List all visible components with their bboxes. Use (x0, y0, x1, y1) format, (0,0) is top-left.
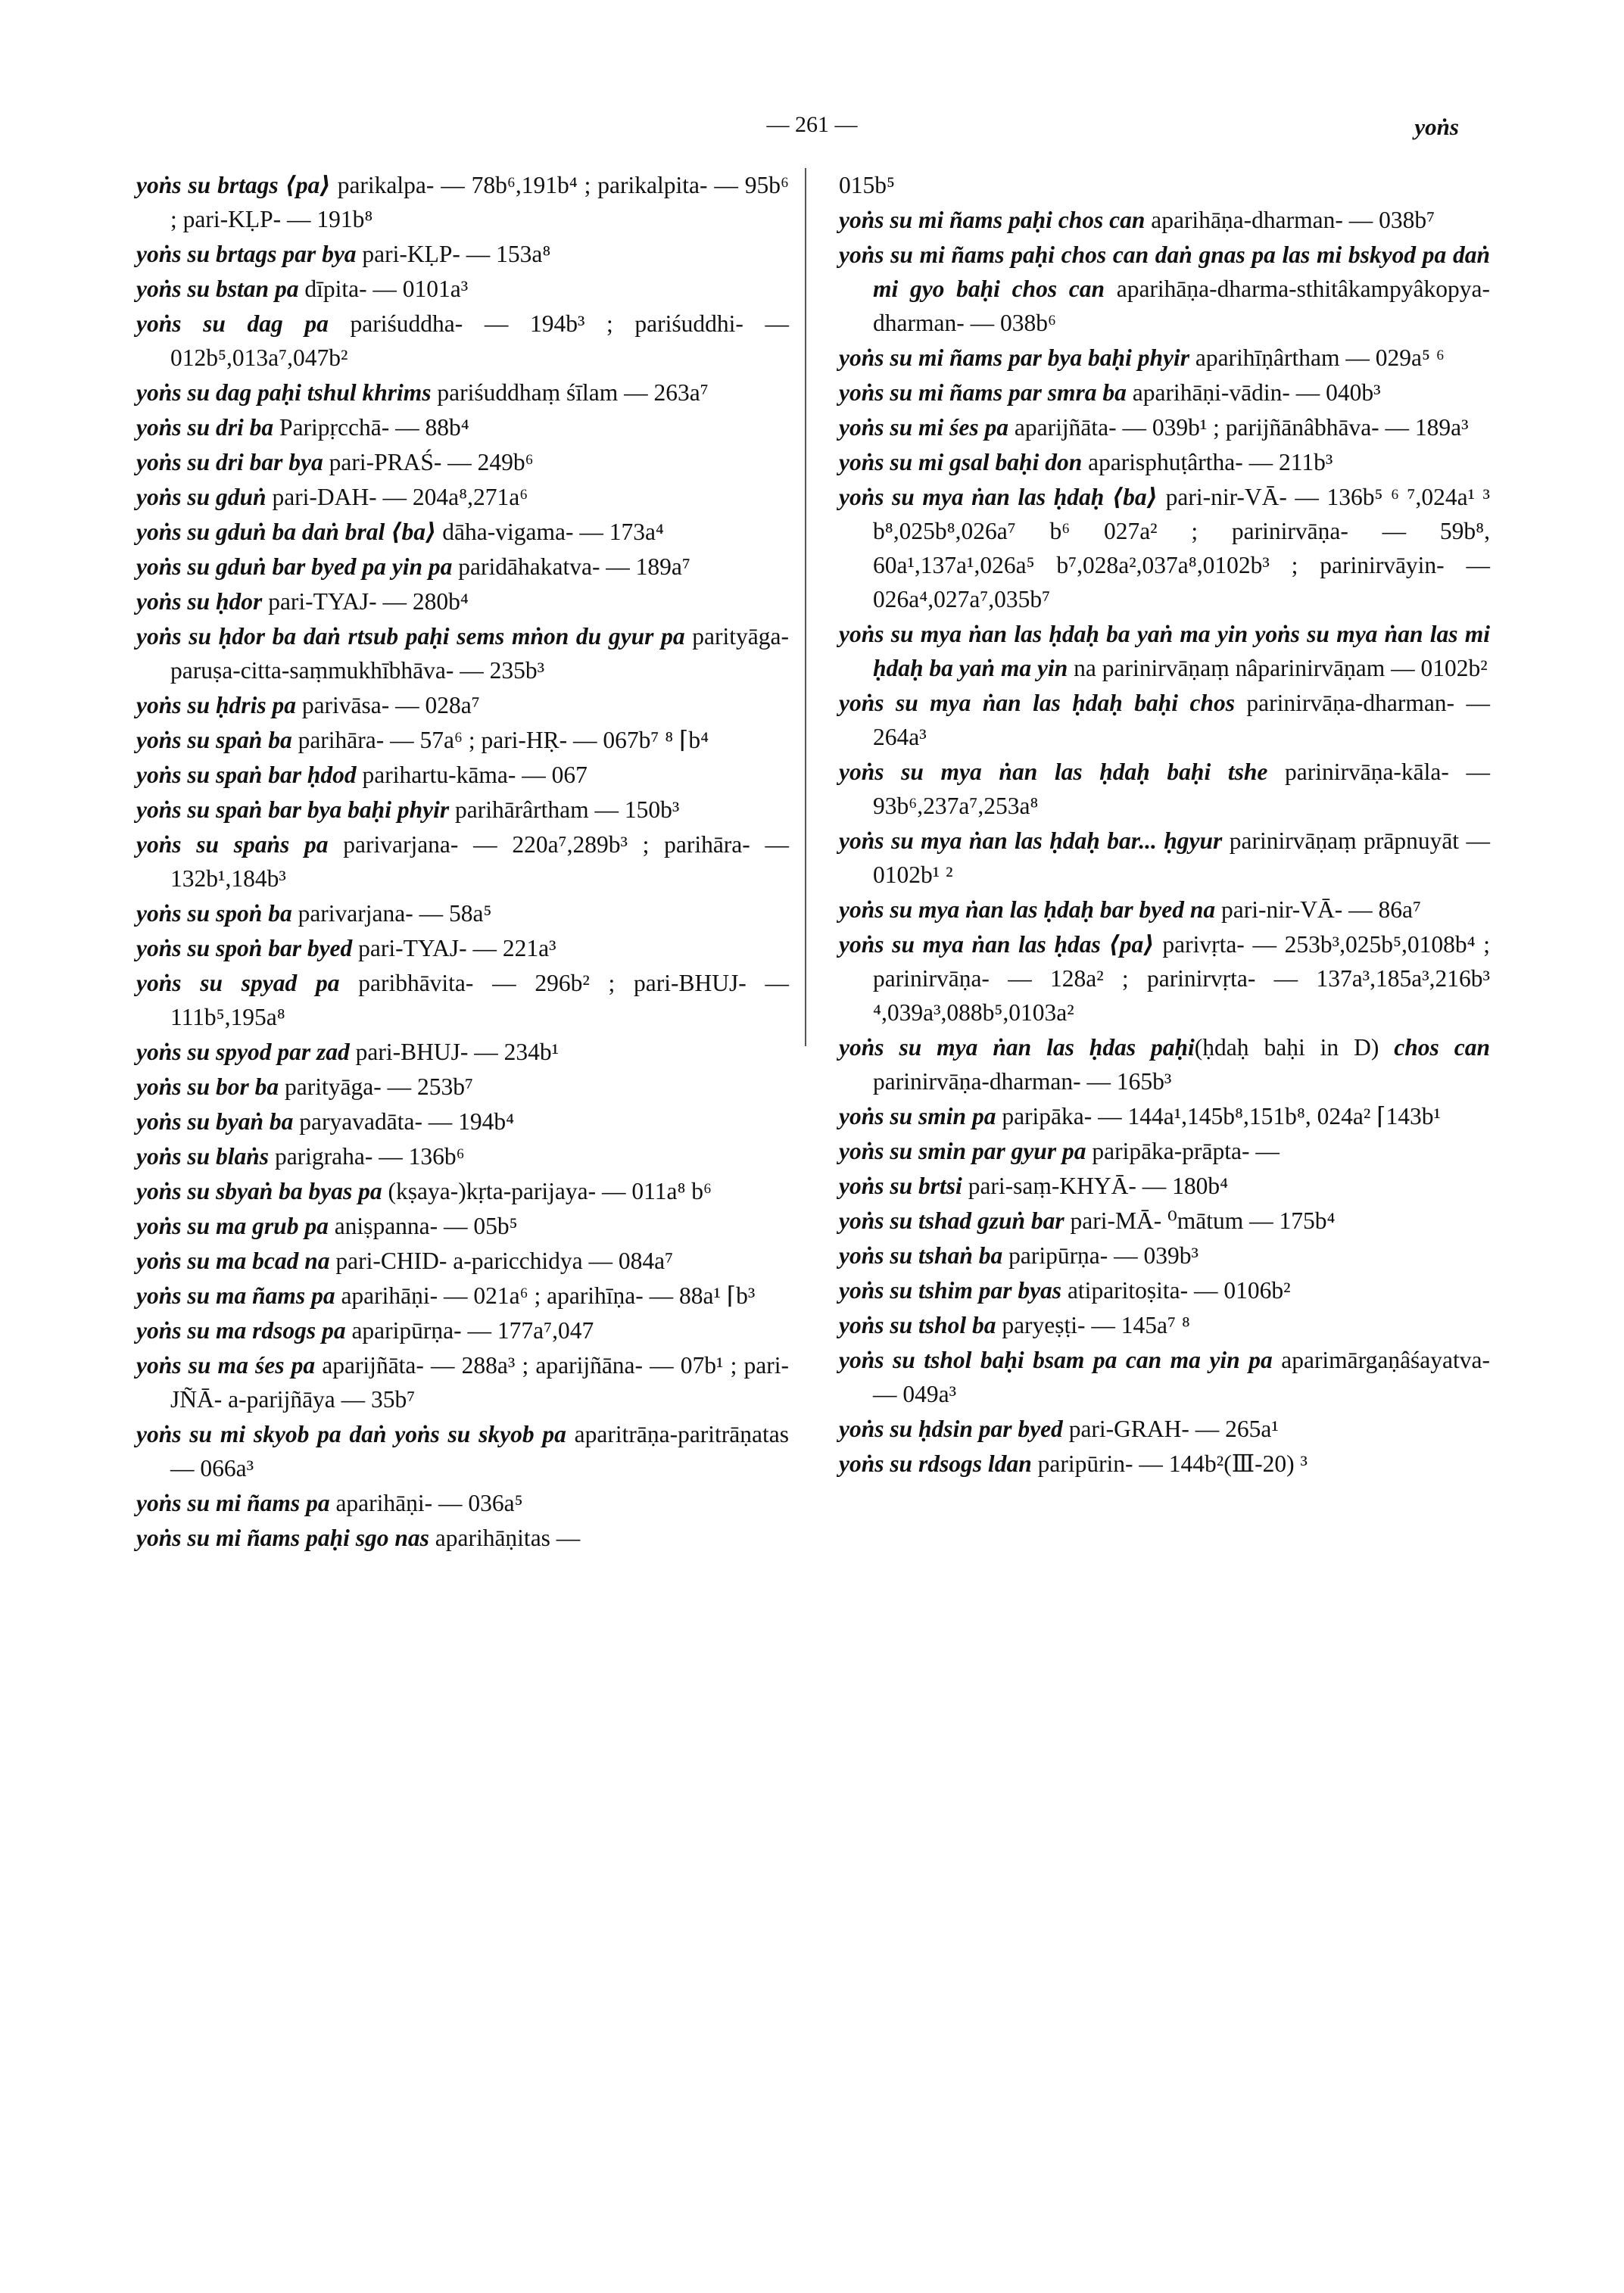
tibetan-headword: yoṅs su dag pa (136, 310, 329, 337)
tibetan-headword: yoṅs su ḥdsin par byed (839, 1416, 1063, 1442)
dictionary-entry (136, 827, 789, 896)
tibetan-headword: yoṅs su smin pa (839, 1103, 996, 1129)
dictionary-entry (136, 1348, 789, 1416)
dictionary-entry (839, 1273, 1490, 1307)
sanskrit-gloss: paribhāvita- — 296b² ; pari-BHUJ- — 111b⁵,195a⁸ (170, 970, 789, 1030)
sanskrit-gloss: parikalpa- — 78b⁶,191b⁴ ; parikalpita- — 95b⁶ ; pari-KḶP- — 191b⁸ (170, 172, 789, 232)
sanskrit-gloss: aparitrāṇa-paritrāṇatas — 066a³ (170, 1421, 789, 1481)
sanskrit-gloss: parihāra- — 57a⁶ ; pari-HṚ- — 067b⁷ ⁸ ⌈b⁴ (291, 727, 709, 753)
dictionary-entry (136, 445, 789, 479)
dictionary-entry (136, 619, 789, 687)
tibetan-headword: yoṅs su spaṅ ba (136, 727, 292, 753)
sanskrit-gloss: parivarjana- — 58a⁵ (291, 900, 492, 927)
dictionary-entry (839, 927, 1490, 1030)
tibetan-headword: yoṅs su dag paḥi tshul khrims (136, 379, 432, 406)
sanskrit-gloss: aparihāṇitas — (429, 1525, 581, 1551)
dictionary-entry (839, 1134, 1490, 1168)
sanskrit-gloss: parityāga-paruṣa-citta-saṃmukhībhāva- — 235b³ (170, 623, 789, 684)
sanskrit-gloss-continuation: parinirvāṇa-dharman- — 165b³ (873, 1068, 1172, 1095)
sanskrit-gloss: parihārârtham — 150b³ (449, 796, 680, 823)
dictionary-entry (839, 686, 1490, 754)
tibetan-headword: yoṅs su tshim par byas (839, 1277, 1062, 1304)
dictionary-entry (136, 1070, 789, 1104)
tibetan-headword: yoṅs su ḥdor ba daṅ rtsub paḥi sems mṅon du gyur pa (136, 623, 685, 650)
dictionary-entry (136, 758, 789, 792)
tibetan-headword: yoṅs su smin par gyur pa (839, 1138, 1086, 1164)
dictionary-entry (136, 1174, 789, 1208)
tibetan-headword: yoṅs su mi ñams par smra ba (839, 379, 1127, 406)
tibetan-headword: yoṅs su spoṅ bar byed (136, 935, 353, 961)
tibetan-headword: yoṅs su gduṅ (136, 484, 267, 510)
tibetan-headword: yoṅs su gduṅ ba daṅ bral ⟨ba⟩ (136, 519, 437, 545)
tibetan-headword: yoṅs su ma śes pa (136, 1352, 316, 1379)
sanskrit-gloss: parinirvāṇa-dharman- — 264a³ (873, 690, 1490, 750)
running-head: yoṅs (1414, 114, 1459, 140)
sanskrit-gloss: paripāka- — 144a¹,145b⁸,151b⁸, 024a² ⌈143b¹ (996, 1103, 1441, 1129)
dictionary-entry (839, 755, 1490, 823)
dictionary-entry (839, 1169, 1490, 1203)
sanskrit-gloss: pari-TYAJ- — 280b⁴ (262, 588, 469, 615)
dictionary-entry (136, 1139, 789, 1173)
sanskrit-gloss: pari-KḶP- — 153a⁸ (356, 241, 551, 267)
dictionary-entry (839, 1099, 1490, 1133)
dictionary-entry (136, 931, 789, 965)
dictionary-entry (839, 375, 1490, 410)
sanskrit-gloss: pariśuddhaṃ śīlam — 263a⁷ (431, 379, 709, 406)
dictionary-entry (839, 1308, 1490, 1342)
tibetan-headword: yoṅs su spaṅ bar bya baḥi phyir (136, 796, 450, 823)
tibetan-headword: yoṅs su spyod par zad (136, 1039, 350, 1065)
sanskrit-gloss: parivarjana- — 220a⁷,289b³ ; parihāra- — 132b¹,184b³ (170, 831, 789, 892)
sanskrit-gloss: parityāga- — 253b⁷ (279, 1073, 473, 1100)
dictionary-entry (136, 480, 789, 514)
sanskrit-gloss: pari-CHID- a-paricchidya — 084a⁷ (329, 1248, 674, 1274)
sanskrit-gloss: pari-GRAH- — 265a¹ (1062, 1416, 1279, 1442)
column-divider (805, 168, 806, 1046)
sanskrit-gloss: paryavadāta- — 194b⁴ (293, 1108, 515, 1135)
sanskrit-gloss: aparihāṇi- — 021a⁶ ; aparihīṇa- — 88a¹ ⌈b³ (335, 1282, 756, 1309)
page-number: — 261 — (766, 112, 858, 137)
sanskrit-gloss: paripūrṇa- — 039b³ (1002, 1242, 1199, 1269)
dictionary-entry (136, 1244, 789, 1278)
tibetan-headword: yoṅs su mya ṅan las ḥdaḥ baḥi chos (839, 690, 1235, 716)
sanskrit-gloss: pari-PRAŚ- — 249b⁶ (323, 449, 534, 475)
sanskrit-gloss: dāha-vigama- — 173a⁴ (436, 519, 664, 545)
sanskrit-gloss: paripāka-prāpta- — (1086, 1138, 1280, 1164)
tibetan-headword: yoṅs su mi gsal baḥi don (839, 449, 1083, 475)
tibetan-headword: yoṅs su spyad pa (136, 970, 340, 996)
dictionary-entry (839, 341, 1490, 375)
dictionary-entry (136, 307, 789, 375)
dictionary-entry (136, 237, 789, 271)
dictionary-entry (839, 617, 1490, 685)
tibetan-headword: yoṅs su mya ṅan las ḥdas paḥi (839, 1034, 1195, 1061)
dictionary-entry (136, 1035, 789, 1069)
tibetan-headword: yoṅs su ma rdsogs pa (136, 1317, 346, 1344)
dictionary-entry (136, 793, 789, 827)
dictionary-entry (136, 1313, 789, 1347)
dictionary-entry (839, 1030, 1490, 1098)
sanskrit-gloss: aparisphuṭârtha- — 211b³ (1082, 449, 1333, 475)
dictionary-entry (136, 272, 789, 306)
right-column (839, 168, 1490, 1481)
sanskrit-gloss: pari-TYAJ- — 221a³ (352, 935, 556, 961)
sanskrit-gloss: parinirvāṇa-kāla- — 93b⁶,237a⁷,253a⁸ (873, 759, 1491, 819)
left-column (136, 168, 789, 1556)
sanskrit-gloss: paridāhakatva- — 189a⁷ (452, 553, 690, 580)
sanskrit-gloss: paripūrin- — 144b²(Ⅲ-20) ³ (1031, 1450, 1308, 1477)
dictionary-entry (136, 896, 789, 930)
dictionary-entry (136, 168, 789, 236)
sanskrit-gloss: aparihāṇa-dharman- — 038b⁷ (1145, 207, 1435, 233)
dictionary-entry (839, 1447, 1490, 1481)
tibetan-headword: yoṅs su mi ñams paḥi sgo nas (136, 1525, 429, 1551)
sanskrit-gloss: pari-MĀ- ⁰mātum — 175b⁴ (1064, 1207, 1336, 1234)
tibetan-headword: yoṅs su rdsogs ldan (839, 1450, 1032, 1477)
tibetan-headword: yoṅs su ḥdor (136, 588, 263, 615)
dictionary-entry (839, 238, 1490, 340)
dictionary-entry (839, 1412, 1490, 1446)
dictionary-entry (839, 410, 1490, 444)
dictionary-entry (839, 893, 1490, 927)
dictionary-entry (839, 1204, 1490, 1238)
sanskrit-gloss: dīpita- — 0101a³ (298, 276, 469, 302)
tibetan-headword: yoṅs su mi ñams par bya baḥi phyir (839, 344, 1189, 371)
dictionary-entry (839, 445, 1490, 479)
sanskrit-gloss: (kṣaya-)kṛta-parijaya- — 011a⁸ b⁶ (382, 1178, 712, 1204)
dictionary-entry (839, 203, 1490, 237)
sanskrit-gloss: aparihāṇa-dharma-sthitâkampyâkopya-dharman- — 038b⁶ (873, 276, 1491, 336)
sanskrit-gloss: aparipūrṇa- — 177a⁷,047 (345, 1317, 594, 1344)
tibetan-headword: yoṅs su tshaṅ ba (839, 1242, 1003, 1269)
tibetan-headword: yoṅs su mi ñams paḥi chos can daṅ gnas pa las mi bskyod pa daṅ mi gyo baḥi chos can (839, 241, 1490, 302)
tibetan-headword: yoṅs su bor ba (136, 1073, 279, 1100)
sanskrit-gloss: parihartu-kāma- — 067 (356, 762, 588, 788)
sanskrit-gloss: parivṛta- — 253b³,025b⁵,0108b⁴ ; parinirvāṇa- — 128a² ; parinirvṛta- — 137a³,185a³,216b³ ⁴,039a³,088b⁵,0103a² (873, 931, 1490, 1026)
dictionary-entry (136, 375, 789, 410)
sanskrit-gloss: aparihāṇi- — 036a⁵ (329, 1490, 523, 1516)
dictionary-entry (136, 1209, 789, 1243)
sanskrit-gloss: pari-DAH- — 204a⁸,271a⁶ (266, 484, 528, 510)
dictionary-entry (136, 1417, 789, 1485)
dictionary-entry (136, 1279, 789, 1313)
sanskrit-gloss: aparijñāta- — 288a³ ; aparijñāna- — 07b¹ ; pari-JÑĀ- a-parijñāya — 35b⁷ (170, 1352, 789, 1413)
tibetan-headword: yoṅs su spoṅ ba (136, 900, 292, 927)
tibetan-headword: yoṅs su mya ṅan las ḥdas ⟨pa⟩ (839, 931, 1155, 958)
dictionary-entry (136, 584, 789, 618)
sanskrit-gloss: 015b⁵ (839, 172, 895, 198)
tibetan-headword: yoṅs su mi śes pa (839, 414, 1009, 441)
sanskrit-gloss: na parinirvāṇaṃ nâparinirvāṇam — 0102b² (1068, 655, 1488, 681)
tibetan-headword: yoṅs su dri ba (136, 414, 274, 441)
tibetan-headword: yoṅs su dri bar bya (136, 449, 323, 475)
tibetan-headword: yoṅs su tshad gzuṅ bar (839, 1207, 1064, 1234)
tibetan-headword: yoṅs su mya ṅan las ḥdaḥ bar byed na (839, 896, 1216, 923)
sanskrit-gloss: paryeṣṭi- — 145a⁷ ⁸ (996, 1312, 1190, 1338)
tibetan-headword: yoṅs su mya ṅan las ḥdaḥ bar... ḥgyur (839, 827, 1223, 854)
sanskrit-gloss: aparimārgaṇâśayatva- — 049a³ (873, 1347, 1490, 1407)
sanskrit-gloss: parivāsa- — 028a⁷ (295, 692, 480, 718)
sanskrit-gloss: aparijñāta- — 039b¹ ; parijñānâbhāva- — 189a³ (1008, 414, 1469, 441)
dictionary-entry (136, 1486, 789, 1520)
sanskrit-gloss: aniṣpanna- — 05b⁵ (328, 1213, 518, 1239)
tibetan-headword: yoṅs su spaṅs pa (136, 831, 329, 858)
tibetan-headword: yoṅs su byaṅ ba (136, 1108, 294, 1135)
tibetan-headword: yoṅs su ma bcad na (136, 1248, 330, 1274)
dictionary-entry (839, 824, 1490, 892)
sanskrit-gloss: pari-nir-VĀ- — 86a⁷ (1215, 896, 1421, 923)
sanskrit-gloss: aparihīṇârtham — 029a⁵ ⁶ (1189, 344, 1445, 371)
tibetan-headword: yoṅs su bstan pa (136, 276, 299, 302)
dictionary-entry (839, 480, 1490, 616)
dictionary-entry (839, 168, 1490, 202)
sanskrit-gloss: pari-BHUJ- — 234b¹ (349, 1039, 560, 1065)
dictionary-entry (136, 515, 789, 549)
sanskrit-gloss: aparihāṇi-vādin- — 040b³ (1126, 379, 1381, 406)
dictionary-entry (839, 1238, 1490, 1273)
dictionary-entry (136, 723, 789, 757)
sanskrit-gloss: atiparitoṣita- — 0106b² (1061, 1277, 1291, 1304)
sanskrit-gloss: pariśuddha- — 194b³ ; pariśuddhi- — 012b⁵,013a⁷,047b² (170, 310, 789, 371)
tibetan-headword-continuation: chos can (1394, 1034, 1490, 1061)
tibetan-headword: yoṅs su mi ñams pa (136, 1490, 330, 1516)
dictionary-entry (136, 410, 789, 444)
tibetan-headword: yoṅs su mi skyob pa daṅ yoṅs su skyob pa (136, 1421, 566, 1447)
tibetan-headword: yoṅs su brtsi (839, 1173, 962, 1199)
tibetan-headword: yoṅs su mya ṅan las ḥdaḥ ba yaṅ ma yin yoṅs su mya ṅan las mi ḥdaḥ ba yaṅ ma yin (839, 621, 1490, 681)
tibetan-headword: yoṅs su tshol baḥi bsam pa can ma yin pa (839, 1347, 1273, 1373)
tibetan-headword: yoṅs su gduṅ bar byed pa yin pa (136, 553, 453, 580)
dictionary-entry (136, 688, 789, 722)
tibetan-headword: yoṅs su tshol ba (839, 1312, 996, 1338)
sanskrit-gloss: Paripṛcchā- — 88b⁴ (273, 414, 469, 441)
dictionary-entry (136, 966, 789, 1034)
sanskrit-gloss: (ḥdaḥ baḥi in D) (1194, 1034, 1395, 1061)
tibetan-headword: yoṅs su mya ṅan las ḥdaḥ ⟨ba⟩ (839, 484, 1158, 510)
tibetan-headword: yoṅs su mi ñams paḥi chos can (839, 207, 1146, 233)
sanskrit-gloss: pari-saṃ-KHYĀ- — 180b⁴ (962, 1173, 1229, 1199)
tibetan-headword: yoṅs su spaṅ bar ḥdod (136, 762, 357, 788)
tibetan-headword: yoṅs su sbyaṅ ba byas pa (136, 1178, 382, 1204)
sanskrit-gloss: parinirvāṇaṃ prāpnuyāt — 0102b¹ ² (873, 827, 1490, 888)
tibetan-headword: yoṅs su brtags ⟨pa⟩ (136, 172, 331, 198)
sanskrit-gloss: parigraha- — 136b⁶ (269, 1143, 465, 1170)
tibetan-headword: yoṅs su blaṅs (136, 1143, 270, 1170)
dictionary-entry (136, 1521, 789, 1555)
dictionary-entry (136, 550, 789, 584)
tibetan-headword: yoṅs su brtags par bya (136, 241, 357, 267)
tibetan-headword: yoṅs su ma grub pa (136, 1213, 329, 1239)
dictionary-entry (839, 1343, 1490, 1411)
tibetan-headword: yoṅs su mya ṅan las ḥdaḥ baḥi tshe (839, 759, 1268, 785)
tibetan-headword: yoṅs su ḥdris pa (136, 692, 296, 718)
dictionary-entry (136, 1104, 789, 1139)
sanskrit-gloss: pari-nir-VĀ- — 136b⁵ ⁶ ⁷,024a¹ ³ b⁸,025b⁸,026a⁷ b⁶ 027a² ; parinirvāṇa- — 59b⁸, 60a¹,137a¹,026a⁵ b⁷,028a²,037a⁸,0102b³ ; parinirvāyin- — 026a⁴,027a⁷,035b⁷ (873, 484, 1490, 612)
tibetan-headword: yoṅs su ma ñams pa (136, 1282, 335, 1309)
